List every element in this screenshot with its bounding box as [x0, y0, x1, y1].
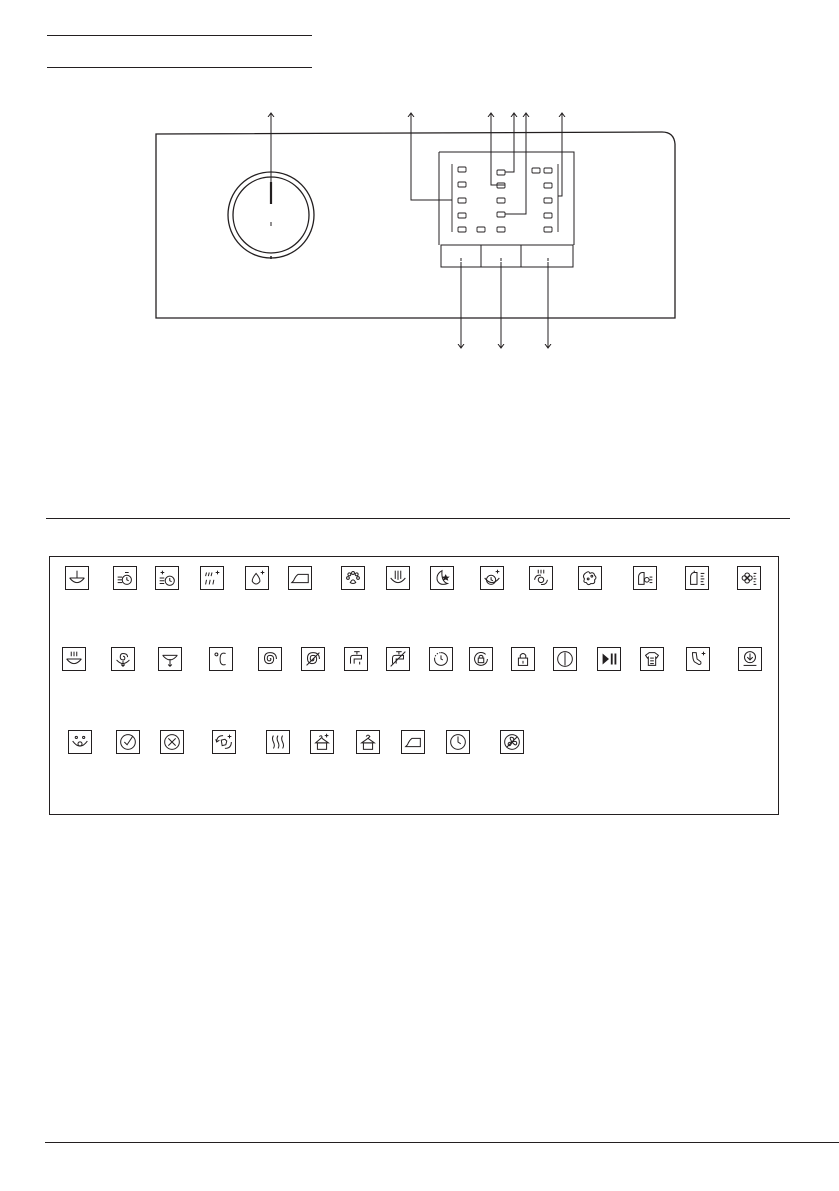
on-off-icon — [553, 647, 577, 671]
wash-rinse-icon — [68, 730, 92, 754]
soaking-icon — [386, 566, 410, 590]
spin-icon — [258, 647, 282, 671]
main-wash-icon — [62, 647, 86, 671]
clothes-icon — [640, 647, 664, 671]
cupboard-dry-icon — [356, 730, 380, 754]
end-of-program-icon — [116, 730, 140, 754]
top-callout-arrows — [411, 113, 562, 214]
drying-steam-icon — [266, 730, 290, 754]
download-icon — [738, 647, 762, 671]
stain-icon — [578, 566, 602, 590]
control-panel-diagram — [0, 0, 839, 360]
easy-iron-icon — [288, 566, 312, 590]
display-frame — [439, 152, 574, 245]
prewash-icon — [65, 566, 89, 590]
quick-wash-icon — [113, 566, 137, 590]
fan-off-icon — [500, 730, 524, 754]
footer-rule — [45, 1142, 839, 1143]
liquid-detergent-level-icon — [685, 566, 709, 590]
section-divider — [46, 518, 790, 519]
temperature-icon — [209, 647, 233, 671]
symbols-table — [49, 556, 779, 815]
time-delay-plus-icon — [480, 566, 504, 590]
led-column-right — [532, 164, 558, 232]
sock-plus-icon — [686, 647, 710, 671]
door-lock-wait-icon — [469, 647, 493, 671]
remaining-time-icon — [429, 647, 453, 671]
start-pause-icon — [597, 647, 621, 671]
no-spin-icon — [301, 647, 325, 671]
anti-crease-icon — [212, 730, 236, 754]
program-selector-knob — [228, 113, 314, 259]
extra-rinse-icon — [200, 566, 224, 590]
cupboard-dry-plus-icon — [310, 730, 334, 754]
extra-quick-wash-icon — [155, 566, 179, 590]
led-column-middle — [497, 170, 505, 232]
extra-water-icon — [245, 566, 269, 590]
cancel-icon — [160, 730, 184, 754]
iron-dry-icon — [401, 730, 425, 754]
timed-drying-icon — [446, 730, 470, 754]
led-column-left — [452, 164, 485, 232]
child-lock-icon — [511, 647, 535, 671]
bottom-callout-arrows — [461, 262, 548, 348]
no-water-icon — [386, 647, 410, 671]
drain-icon — [158, 647, 182, 671]
tap-on-icon — [344, 647, 368, 671]
steam-refresh-icon — [529, 566, 553, 590]
detergent-fabric-softener-icon — [633, 566, 657, 590]
night-mode-icon — [430, 566, 454, 590]
spin-drain-icon — [111, 647, 135, 671]
pet-hair-removal-icon — [341, 566, 365, 590]
fabric-softener-level-icon — [737, 566, 761, 590]
